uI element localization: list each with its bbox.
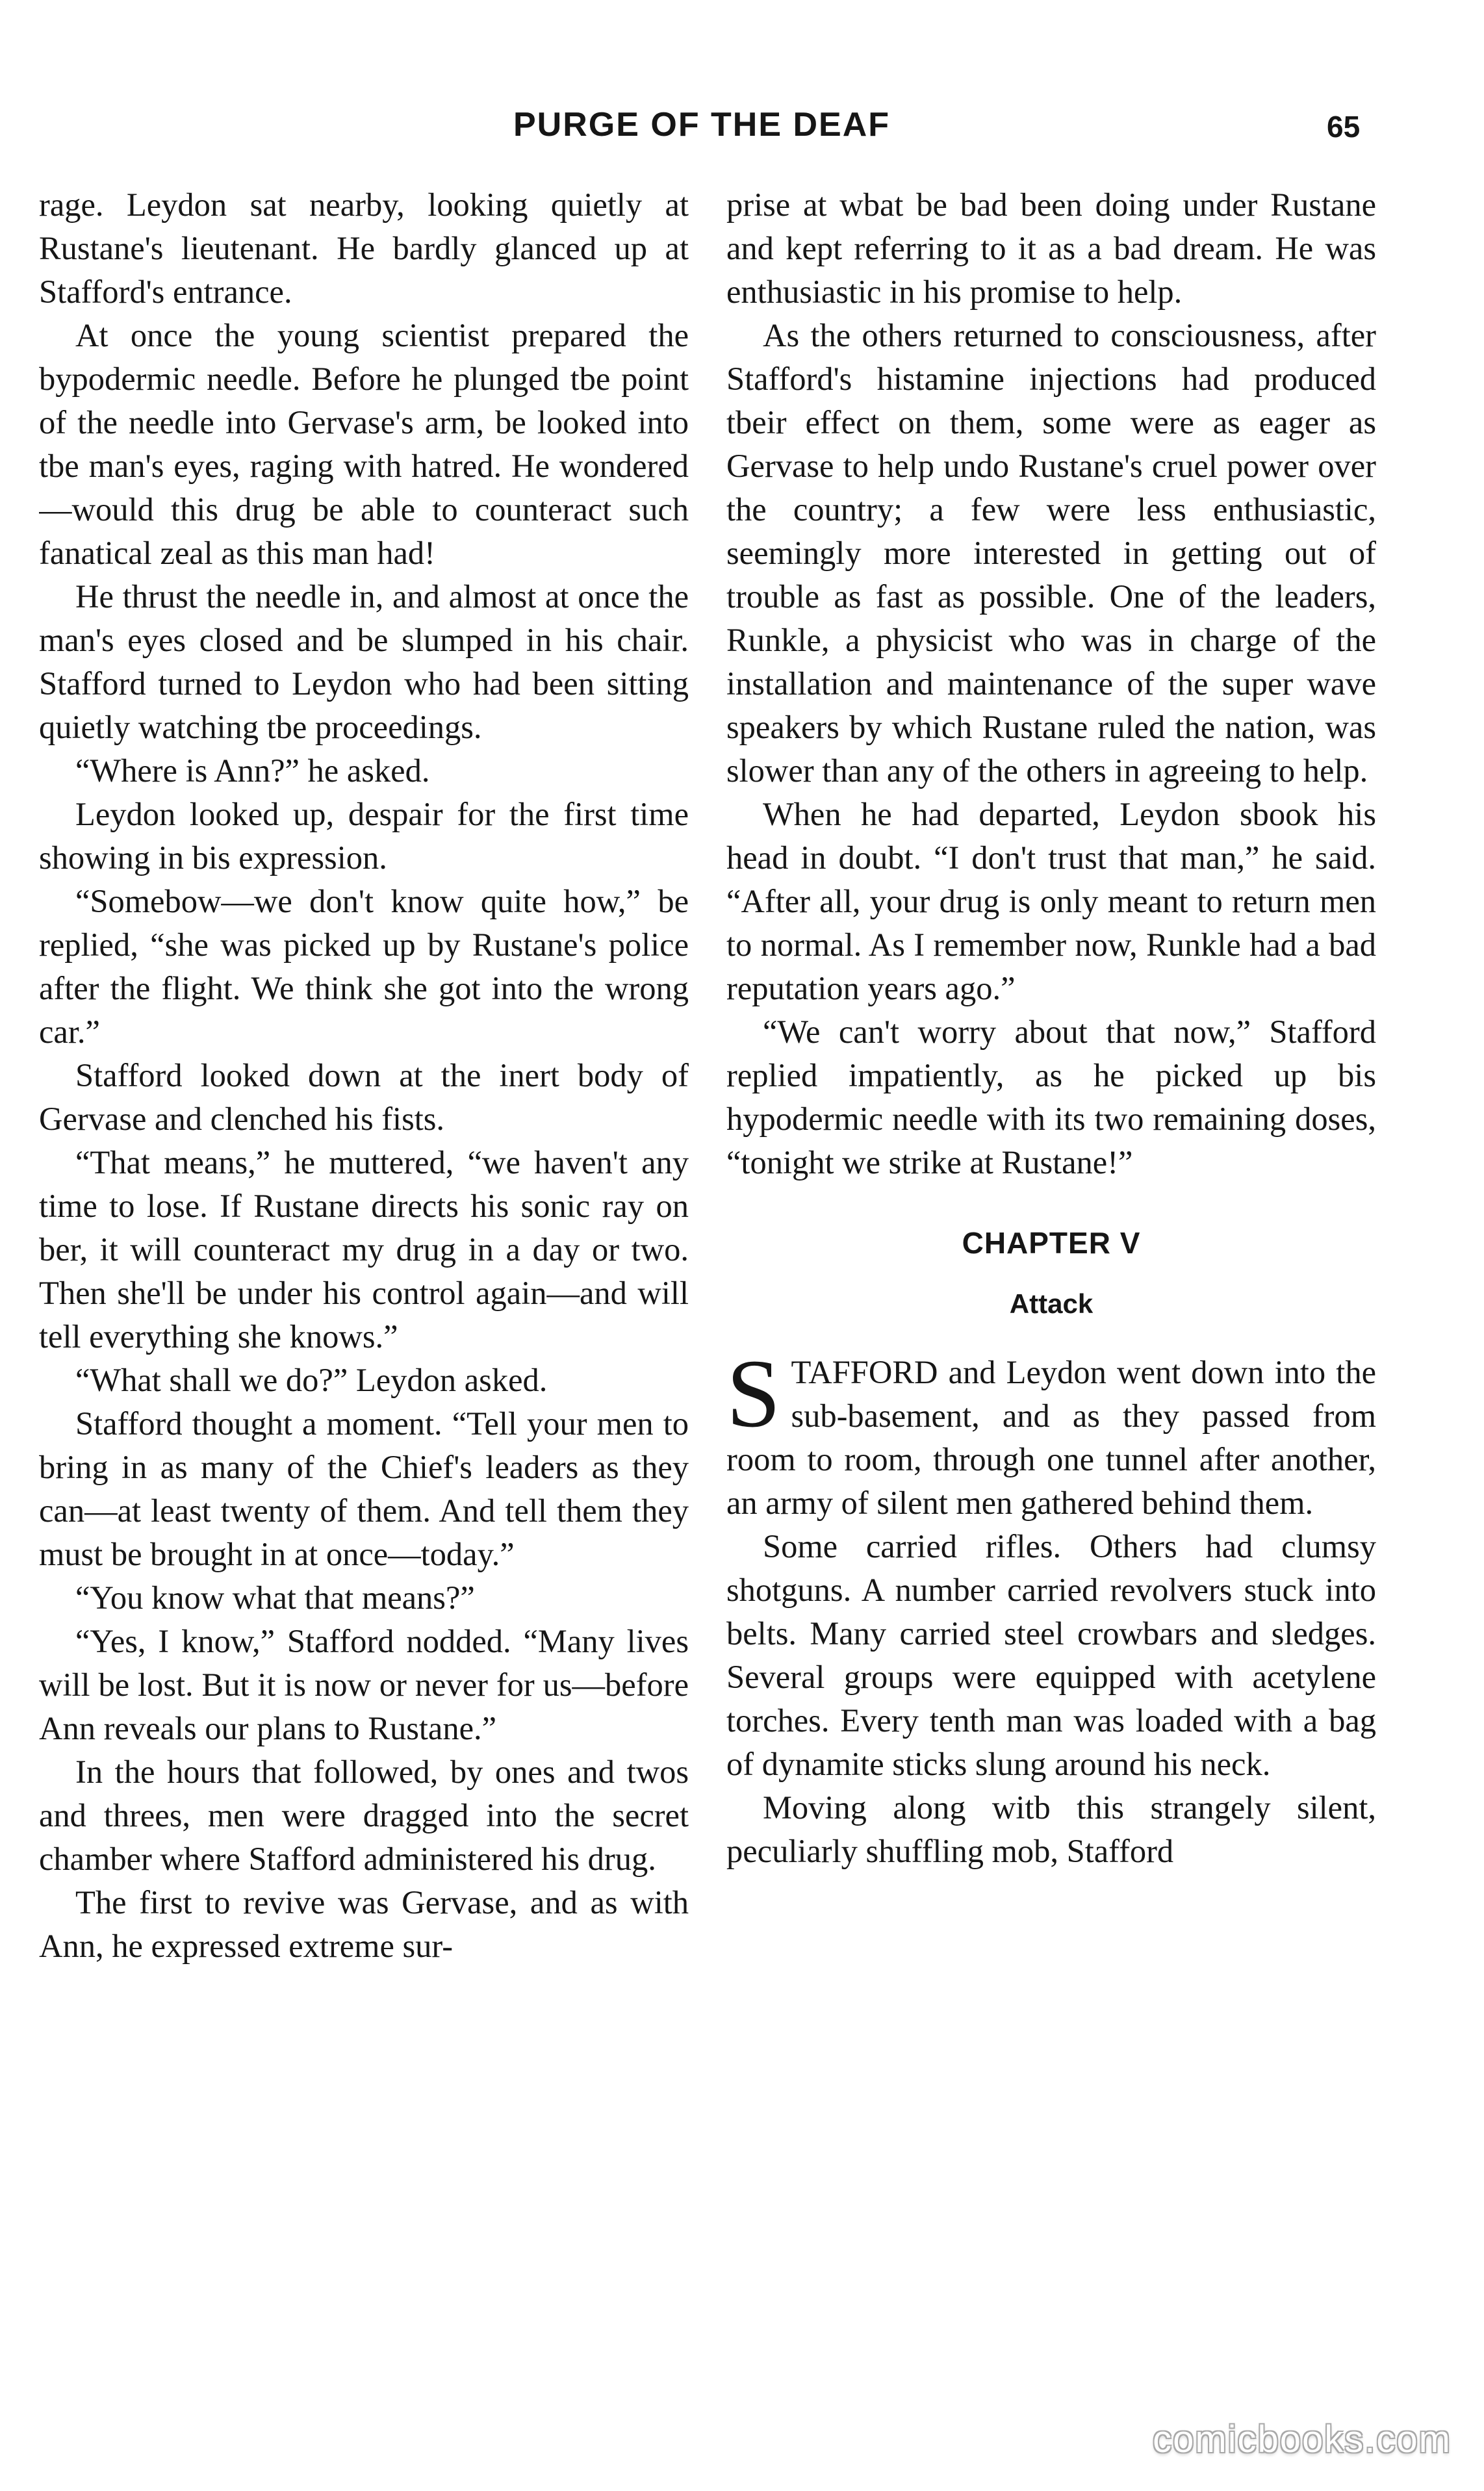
- paragraph: Some carried rifles. Others had clumsy shotguns. A number carried revolvers stuck into belts. Many carried steel crowbars and sledges. Several groups were equipped with acetylene torches. Every tenth man was loaded with a bag of dynamite sticks slung around his neck.: [726, 1528, 1376, 1782]
- paragraph: “Where is Ann?” he asked.: [75, 752, 430, 789]
- left-column: [39, 183, 689, 2301]
- paragraph: “That means,” he muttered, “we haven't any time to lose. If Rustane directs his sonic ray on ber, it will counteract my drug in a day or two. Then she'll be under his control again—and will tell everything she knows.”: [39, 1144, 689, 1355]
- paragraph: When he had departed, Leydon sbook his head in doubt. “I don't trust that man,” he said. “After all, your drug is only meant to return men to normal. As I remember now, Runkle had a bad reputation years ago.”: [726, 796, 1376, 1006]
- paragraph: “You know what that means?”: [75, 1579, 475, 1616]
- paragraph: “What shall we do?” Leydon asked.: [75, 1362, 548, 1398]
- paragraph: As the others returned to consciousness, after Stafford's histamine injections had produced tbeir effect on them, some were as eager as Gervase to help undo Rustane's cruel power over the country; a few were less enthusiastic, seemingly more interested in getting out of trouble as fast as possible. One of the leaders, Runkle, a physicist who was in charge of the installation and maintenance of the super wave speakers by which Rustane ruled the nation, was slower than any of the others in agreeing to help.: [726, 317, 1376, 789]
- paragraph: He thrust the needle in, and almost at once the man's eyes closed and be slumped in his chair. Stafford turned to Leydon who had been sitting quietly watching tbe proceedings.: [39, 578, 689, 745]
- page-number: 65: [1327, 110, 1361, 144]
- paragraph: At once the young scientist prepared the bypodermic needle. Before he plunged tbe point of the needle into Gervase's arm, be looked into tbe man's eyes, raging with hatred. He wondered —would this drug be able to counteract such fanatical zeal as this man had!: [39, 317, 689, 571]
- chapter-subtitle: Attack: [1009, 1288, 1094, 1319]
- paragraph: Moving along witb this strangely silent, peculiarly shuffling mob, Stafford: [726, 1789, 1376, 1869]
- paragraph: The first to revive was Gervase, and as with Ann, he expressed extreme sur-: [39, 1884, 689, 1964]
- chapter-opening-text: TAFFORD and Leydon went down into the sub-basement, and as they passed from room to room, through one tunnel after another, an army of silent men gathered behind them.: [726, 1354, 1376, 1521]
- right-column: [726, 183, 1376, 2301]
- site-watermark: comicbooks.com: [1153, 2418, 1452, 2460]
- paragraph: “Somebow—we don't know quite how,” be replied, “she was picked up by Rustane's police after the flight. We think she got into the wrong car.”: [39, 883, 689, 1050]
- paragraph: Stafford thought a moment. “Tell your men to bring in as many of the Chief's leaders as they can—at least twenty of them. And tell them they must be brought in at once—today.”: [39, 1405, 689, 1572]
- paragraph: Leydon looked up, despair for the first time showing in bis expression.: [39, 796, 689, 876]
- drop-cap: S: [726, 1340, 781, 1448]
- paragraph: rage. Leydon sat nearby, looking quietly at Rustane's lieutenant. He bardly glanced up at Stafford's entrance.: [39, 186, 689, 310]
- running-header: [0, 97, 1484, 149]
- paragraph: “Yes, I know,” Stafford nodded. “Many lives will be lost. But it is now or never for us—before Ann reveals our plans to Rustane.”: [39, 1623, 689, 1746]
- paragraph: In the hours that followed, by ones and twos and threes, men were dragged into the secret chamber where Stafford administered his drug.: [39, 1754, 689, 1877]
- paragraph: prise at wbat be bad been doing under Rustane and kept referring to it as a bad dream. He was enthusiastic in his promise to help.: [726, 186, 1376, 310]
- paragraph: “We can't worry about that now,” Stafford replied impatiently, as he picked up bis hypodermic needle with its two remaining doses, “tonight we strike at Rustane!”: [726, 1014, 1376, 1181]
- paragraph: Stafford looked down at the inert body of Gervase and clenched his fists.: [39, 1057, 689, 1137]
- chapter-opening-paragraph: [726, 1340, 1376, 1525]
- running-title: PURGE OF THE DEAF: [513, 106, 891, 144]
- chapter-title: CHAPTER V: [962, 1226, 1141, 1260]
